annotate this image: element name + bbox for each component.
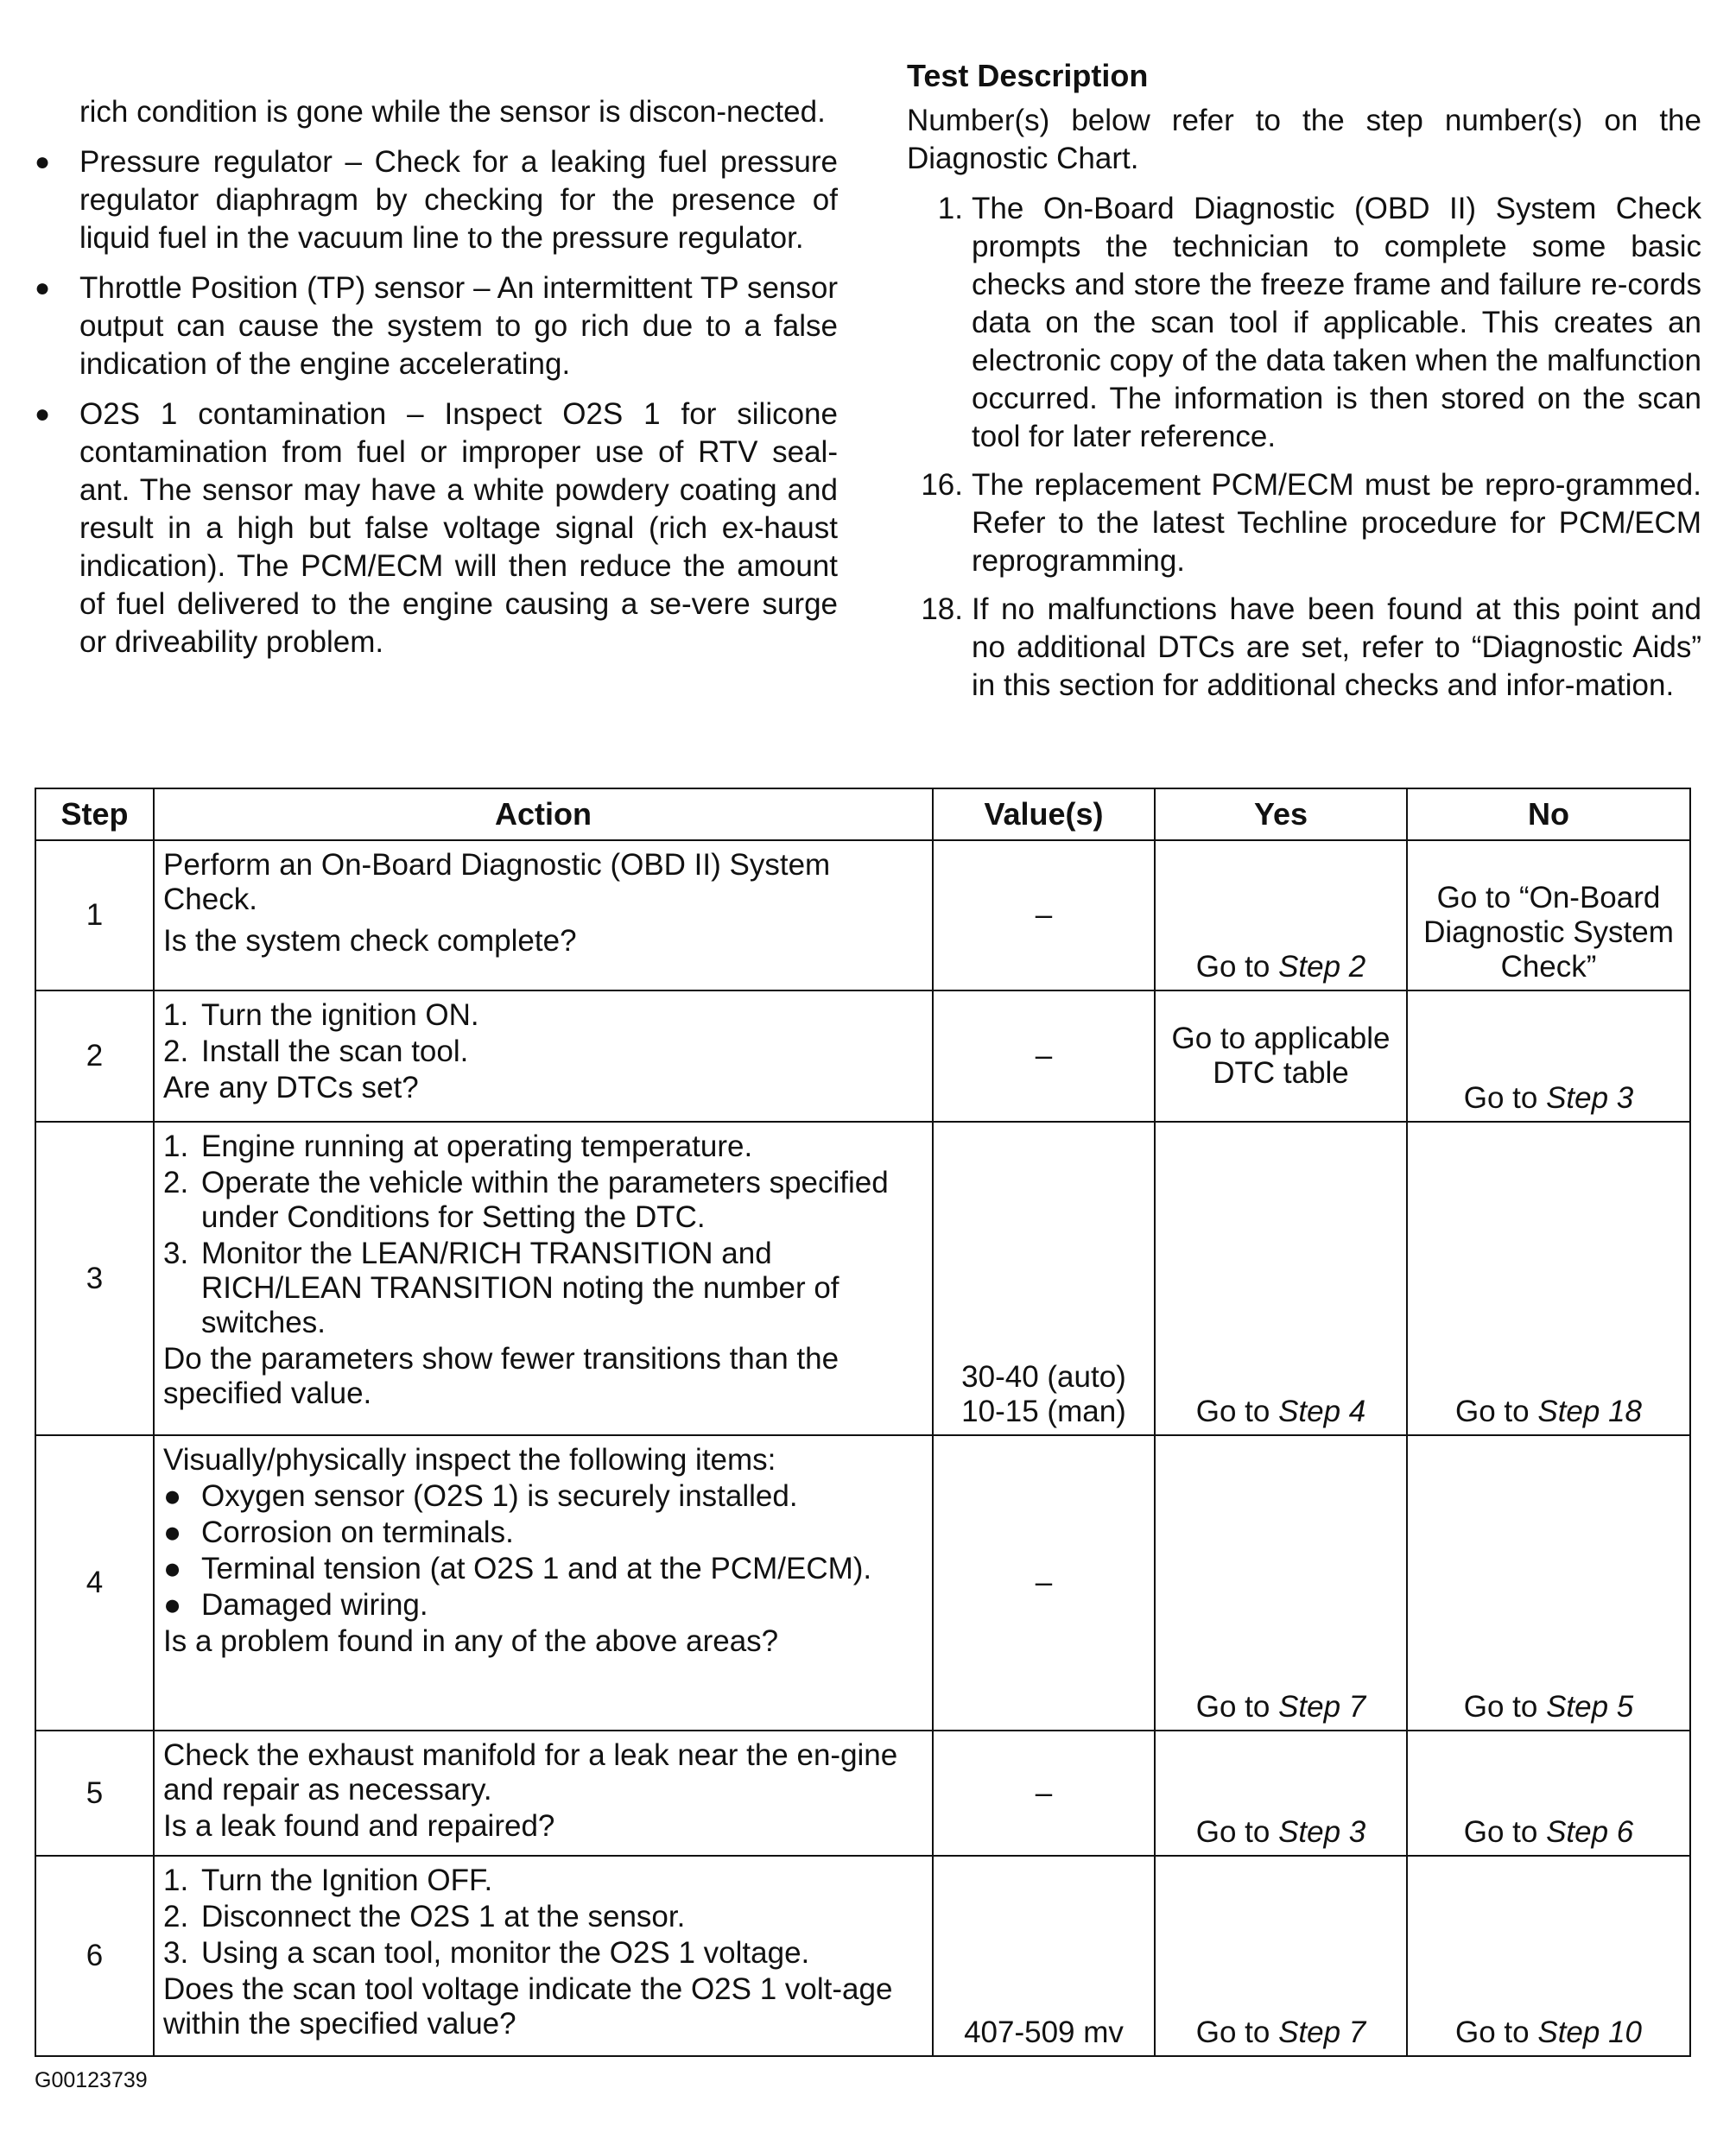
action-step-text: Using a scan tool, monitor the O2S 1 voltage. [201, 1936, 810, 1970]
step-number: 3 [35, 1122, 154, 1435]
continued-paragraph: rich condition is gone while the sensor is discon-nected. [79, 95, 826, 129]
action-step [163, 998, 923, 1033]
bullet-icon: ● [163, 1479, 182, 1513]
action-step [163, 1900, 923, 1934]
step-number: 2 [35, 990, 154, 1122]
yes-cell [1155, 1856, 1407, 2056]
action-step [163, 1035, 923, 1069]
bullet-icon: ● [163, 1552, 182, 1585]
table-row [35, 990, 1690, 1122]
yes-cell: Go to applicable DTC table [1155, 990, 1407, 1122]
action-step-number: 3. [163, 1936, 189, 1970]
table-row [35, 840, 1690, 990]
action-step-number: 3. [163, 1237, 189, 1270]
no-cell [1407, 1435, 1690, 1731]
action-step [163, 1864, 923, 1898]
value-cell: 407-509 mv [933, 1856, 1155, 2056]
diagnostic-table [35, 788, 1691, 2057]
bullet-item [35, 269, 838, 383]
action-cell [154, 1122, 933, 1435]
action-question: Is the system check complete? [163, 924, 577, 958]
goto-text: Go to [1463, 1815, 1538, 1849]
goto-step: Step 6 [1546, 1815, 1634, 1849]
action-question: Is a problem found in any of the above areas? [163, 1624, 779, 1658]
bullet-item [35, 143, 838, 257]
bullet-icon: ● [35, 148, 51, 176]
goto-step: Step 7 [1278, 1690, 1366, 1724]
action-line: Check the exhaust manifold for a leak near the en-gine and repair as necessary. [163, 1738, 898, 1807]
action-step [163, 1166, 923, 1235]
value-cell: – [933, 840, 1155, 990]
action-question: Does the scan tool voltage indicate the O2S 1 volt-age within the specified value? [163, 1972, 893, 2041]
goto-text: Go to [1195, 1690, 1270, 1724]
goto-text: Go to [1195, 1395, 1270, 1428]
action-bullet-text: Damaged wiring. [201, 1588, 428, 1622]
value-cell: – [933, 1435, 1155, 1731]
yes-cell [1155, 840, 1407, 990]
action-step-text: Install the scan tool. [201, 1035, 469, 1068]
action-bullet [163, 1552, 923, 1586]
action-step-text: Engine running at operating temperature. [201, 1130, 753, 1163]
item-number: 18. [921, 592, 963, 626]
goto-step: Step 2 [1278, 950, 1366, 984]
numbered-item [907, 591, 1701, 705]
action-line: Perform an On-Board Diagnostic (OBD II) System Check. [163, 848, 831, 916]
numbered-item [907, 190, 1701, 456]
action-bullet-text: Corrosion on terminals. [201, 1516, 514, 1549]
goto-step: Step 10 [1537, 2016, 1642, 2049]
header-no: No [1407, 788, 1690, 840]
bullet-icon: ● [35, 400, 51, 428]
step-number: 4 [35, 1435, 154, 1731]
action-cell [154, 840, 933, 990]
action-step-number: 1. [163, 1130, 189, 1163]
action-step-text: Operate the vehicle within the parameters specified under Conditions for Setting the DTC. [201, 1166, 889, 1234]
no-cell: Go to “On-Board Diagnostic System Check” [1407, 840, 1690, 990]
action-step [163, 1936, 923, 1971]
figure-id: G00123739 [35, 2068, 148, 2092]
action-bullet [163, 1516, 923, 1550]
step-number: 1 [35, 840, 154, 990]
goto-text: Go to [1455, 1395, 1530, 1428]
header-yes: Yes [1155, 788, 1407, 840]
value-line: 30-40 (auto) [961, 1360, 1126, 1394]
table-row [35, 1731, 1690, 1856]
action-question: Is a leak found and repaired? [163, 1809, 555, 1843]
value-cell: – [933, 990, 1155, 1122]
yes-cell [1155, 1122, 1407, 1435]
no-cell [1407, 1122, 1690, 1435]
action-bullet [163, 1588, 923, 1623]
goto-text: Go to [1455, 2016, 1530, 2049]
section-heading: Test Description [907, 58, 1149, 93]
goto-text: Go to [1195, 2016, 1270, 2049]
action-cell [154, 1435, 933, 1731]
action-cell [154, 990, 933, 1122]
value-line: 10-15 (man) [961, 1395, 1126, 1428]
no-cell [1407, 1731, 1690, 1856]
action-step-number: 2. [163, 1035, 189, 1068]
action-bullet-text: Oxygen sensor (O2S 1) is securely installed. [201, 1479, 798, 1513]
bullet-text: Pressure regulator – Check for a leaking fuel pressure regulator diaphragm by checking for the presence of liquid fuel in the vacuum line to the pressure regulator. [79, 145, 838, 255]
action-cell [154, 1731, 933, 1856]
item-text: The replacement PCM/ECM must be repro-grammed. Refer to the latest Techline procedure for PCM/ECM reprogramming. [972, 468, 1701, 578]
goto-step: Step 3 [1546, 1081, 1634, 1115]
item-text: If no malfunctions have been found at this point and no additional DTCs are set, refer to “Diagnostic Aids” in this section for additional checks and infor-mation. [972, 592, 1701, 702]
action-bullet [163, 1479, 923, 1514]
goto-step: Step 3 [1278, 1815, 1366, 1849]
table-row [35, 1435, 1690, 1731]
item-number: 1. [937, 192, 963, 225]
action-cell [154, 1856, 933, 2056]
goto-text: Go to [1195, 1815, 1270, 1849]
table-header-row [35, 788, 1690, 840]
step-number: 5 [35, 1731, 154, 1856]
action-step-text: Turn the ignition ON. [201, 998, 479, 1032]
value-cell [933, 1122, 1155, 1435]
value-cell: – [933, 1731, 1155, 1856]
action-step-number: 2. [163, 1166, 189, 1199]
action-step [163, 1237, 923, 1340]
bullet-icon: ● [163, 1588, 182, 1622]
left-column [35, 93, 838, 674]
bullet-text: O2S 1 contamination – Inspect O2S 1 for silicone contamination from fuel or improper use of RTV seal-ant. The sensor may have a white powdery coating and result in a high but false voltage signal (rich ex-haust indication). The PCM/ECM will then reduce the amount of fuel delivered to the engine causing a se-vere surge or driveability problem. [79, 397, 838, 659]
test-description [907, 57, 1701, 715]
bullet-icon: ● [35, 274, 51, 302]
bullet-text: Throttle Position (TP) sensor – An intermittent TP sensor output can cause the system to go rich due to a false indication of the engine accelerating. [79, 271, 838, 381]
action-bullet-text: Terminal tension (at O2S 1 and at the PCM/ECM). [201, 1552, 872, 1585]
bullet-icon: ● [163, 1516, 182, 1549]
step-number: 6 [35, 1856, 154, 2056]
header-values: Value(s) [933, 788, 1155, 840]
numbered-item [907, 466, 1701, 580]
goto-step: Step 5 [1546, 1690, 1634, 1724]
goto-step: Step 18 [1537, 1395, 1642, 1428]
yes-cell [1155, 1731, 1407, 1856]
action-step-text: Monitor the LEAN/RICH TRANSITION and RICH/LEAN TRANSITION noting the number of switches. [201, 1237, 839, 1339]
item-text: The On-Board Diagnostic (OBD II) System Check prompts the technician to complete some basic checks and store the freeze frame and failure re-cords data on the scan tool if applicable. This creates an electronic copy of the data taken when the malfunction occurred. The information is then stored on the scan tool for later reference. [972, 192, 1701, 453]
yes-cell [1155, 1435, 1407, 1731]
goto-text: Go to [1463, 1690, 1538, 1724]
bullet-item [35, 396, 838, 661]
table-row [35, 1856, 1690, 2056]
item-number: 16. [921, 468, 963, 502]
action-step-text: Disconnect the O2S 1 at the sensor. [201, 1900, 686, 1933]
goto-text: Go to [1195, 950, 1270, 984]
no-cell [1407, 1856, 1690, 2056]
action-question: Are any DTCs set? [163, 1071, 419, 1104]
header-action: Action [154, 788, 933, 840]
action-intro: Visually/physically inspect the following items: [163, 1443, 776, 1477]
header-step: Step [35, 788, 154, 840]
action-step-number: 1. [163, 1864, 189, 1897]
action-step-text: Turn the Ignition OFF. [201, 1864, 493, 1897]
action-step-number: 2. [163, 1900, 189, 1933]
table-row [35, 1122, 1690, 1435]
action-question: Do the parameters show fewer transitions than the specified value. [163, 1342, 839, 1410]
goto-step: Step 4 [1278, 1395, 1366, 1428]
action-step [163, 1130, 923, 1164]
intro-paragraph: Number(s) below refer to the step number(s) on the Diagnostic Chart. [907, 104, 1701, 175]
goto-text: Go to [1463, 1081, 1538, 1115]
goto-step: Step 7 [1278, 2016, 1366, 2049]
no-cell [1407, 990, 1690, 1122]
action-step-number: 1. [163, 998, 189, 1032]
